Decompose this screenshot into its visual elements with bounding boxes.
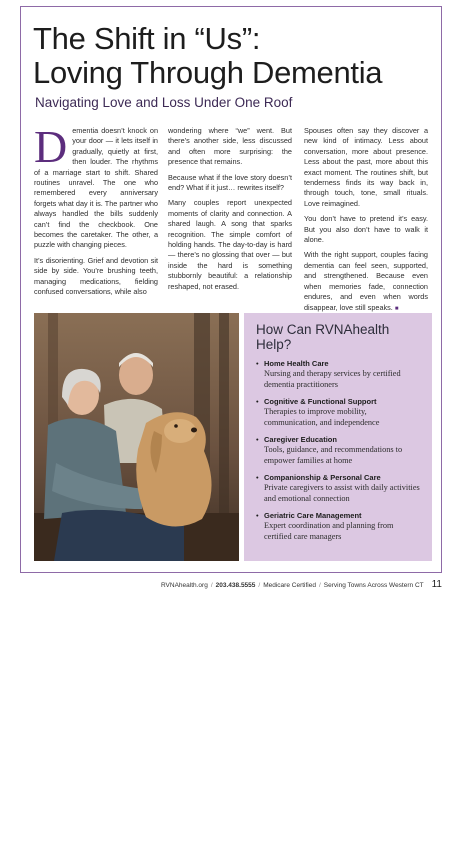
footer-phone: 203.438.5555 xyxy=(215,582,256,589)
logo-wordmark: rvnaHEALTH xyxy=(183,840,269,855)
article-column-1 xyxy=(34,121,158,303)
service-description: Therapies to improve mobility, communication, and independence xyxy=(264,407,380,427)
service-title: Companionship & Personal Care xyxy=(264,473,381,482)
service-title: Geriatric Care Management xyxy=(264,511,362,520)
article-title xyxy=(33,22,433,90)
footer-website-link[interactable]: RVNAhealth.org xyxy=(160,582,208,589)
service-item-care-management xyxy=(256,511,422,542)
article-column-2 xyxy=(168,126,292,297)
footer-medicare-certified: Medicare Certified xyxy=(263,582,316,589)
bullet-icon: • xyxy=(256,397,259,406)
bullet-icon: • xyxy=(256,473,259,482)
service-description: Expert coordination and planning from certified care managers xyxy=(264,521,394,541)
service-description: Nursing and therapy services by certified dementia practitioners xyxy=(264,369,401,389)
photo-illustration xyxy=(34,313,239,561)
logo-tagline: For Lifelong Care & Wellness xyxy=(193,855,259,861)
footer-service-area: Serving Towns Across Western CT xyxy=(323,582,424,589)
services-list xyxy=(256,359,422,542)
page-footer xyxy=(120,579,442,590)
title-line-2: Loving Through Dementia xyxy=(33,55,383,90)
col3-p3-text: With the right support, couples facing dementia can feel seen, supported, and strengthened. Because even when memories fade, connection endures, and even when words disappear, love still speaks. xyxy=(304,250,428,312)
page-number: 11 xyxy=(431,579,442,590)
footer-separator: / xyxy=(258,582,261,589)
col2-paragraph-3: Many couples report unexpected moments of clarity and connection. A shared laugh. A song that sparks recognition. The simple comfort of holding hands. The day-to-day is hard — there’s no glossing that over — but inside the hard is something stubbornly beautiful: a relationship reshaped, not erased. xyxy=(168,198,292,291)
article-column-3 xyxy=(304,126,428,319)
service-description: Private caregivers to assist with daily activities and emotional connection xyxy=(264,483,420,503)
bullet-icon: • xyxy=(256,359,259,368)
footer-separator: / xyxy=(318,582,321,589)
help-sidebar-box xyxy=(244,313,432,561)
col1-paragraph-1 xyxy=(34,121,158,251)
service-title: Home Health Care xyxy=(264,359,329,368)
article-subtitle: Navigating Love and Loss Under One Roof xyxy=(35,95,293,110)
bullet-icon: • xyxy=(256,511,259,520)
col3-paragraph-2: You don’t have to pretend it’s easy. But you also don’t have to walk it alone. xyxy=(304,214,428,245)
help-box-title: How Can RVNAhealth Help? xyxy=(256,322,390,352)
service-item-caregiver-education xyxy=(256,435,422,466)
service-item-home-health xyxy=(256,359,422,390)
service-item-companionship xyxy=(256,473,422,504)
col2-paragraph-1: wondering where “we” went. But there’s another side, less discussed and often more surprising: the presence that remains. xyxy=(168,126,292,167)
bullet-icon: • xyxy=(256,435,259,444)
footer-separator: / xyxy=(210,582,213,589)
service-item-cognitive xyxy=(256,397,422,428)
rvnahealth-logo xyxy=(181,840,271,862)
title-line-1: The Shift in “Us”: xyxy=(33,21,261,56)
col3-paragraph-1: Spouses often say they discover a new kind of intimacy. Less about conversation, more about presence. Less about the past, more about this exact moment. The routines shift, but tenderness finds its way back in, through touch, tone, small rituals. Love reimagined. xyxy=(304,126,428,208)
col2-paragraph-2: Because what if the love story doesn’t end? What if it just… rewrites itself? xyxy=(168,172,292,193)
col1-p1-text: ementia doesn’t knock on your door — it lets itself in gradually, quietly at first, then louder. The rhythms of a marriage start to shift. Shared routines unravel. The one who remembered every anniversary forgets what day it is. The partner who always handled the bills suddenly can’t find the checkbook. One becomes the caretaker. The other, a puzzle with changing pieces. xyxy=(34,126,158,250)
col1-paragraph-2: It’s disorienting. Grief and devotion sit side by side. You’re brushing teeth, managing medications, fielding confused conversations, while also xyxy=(34,255,158,297)
service-title: Cognitive & Functional Support xyxy=(264,397,377,406)
drop-cap: D xyxy=(34,121,68,172)
service-description: Tools, guidance, and recommendations to empower families at home xyxy=(264,445,403,465)
col3-paragraph-3 xyxy=(304,250,428,313)
service-title: Caregiver Education xyxy=(264,435,337,444)
end-mark: ■ xyxy=(394,305,399,312)
